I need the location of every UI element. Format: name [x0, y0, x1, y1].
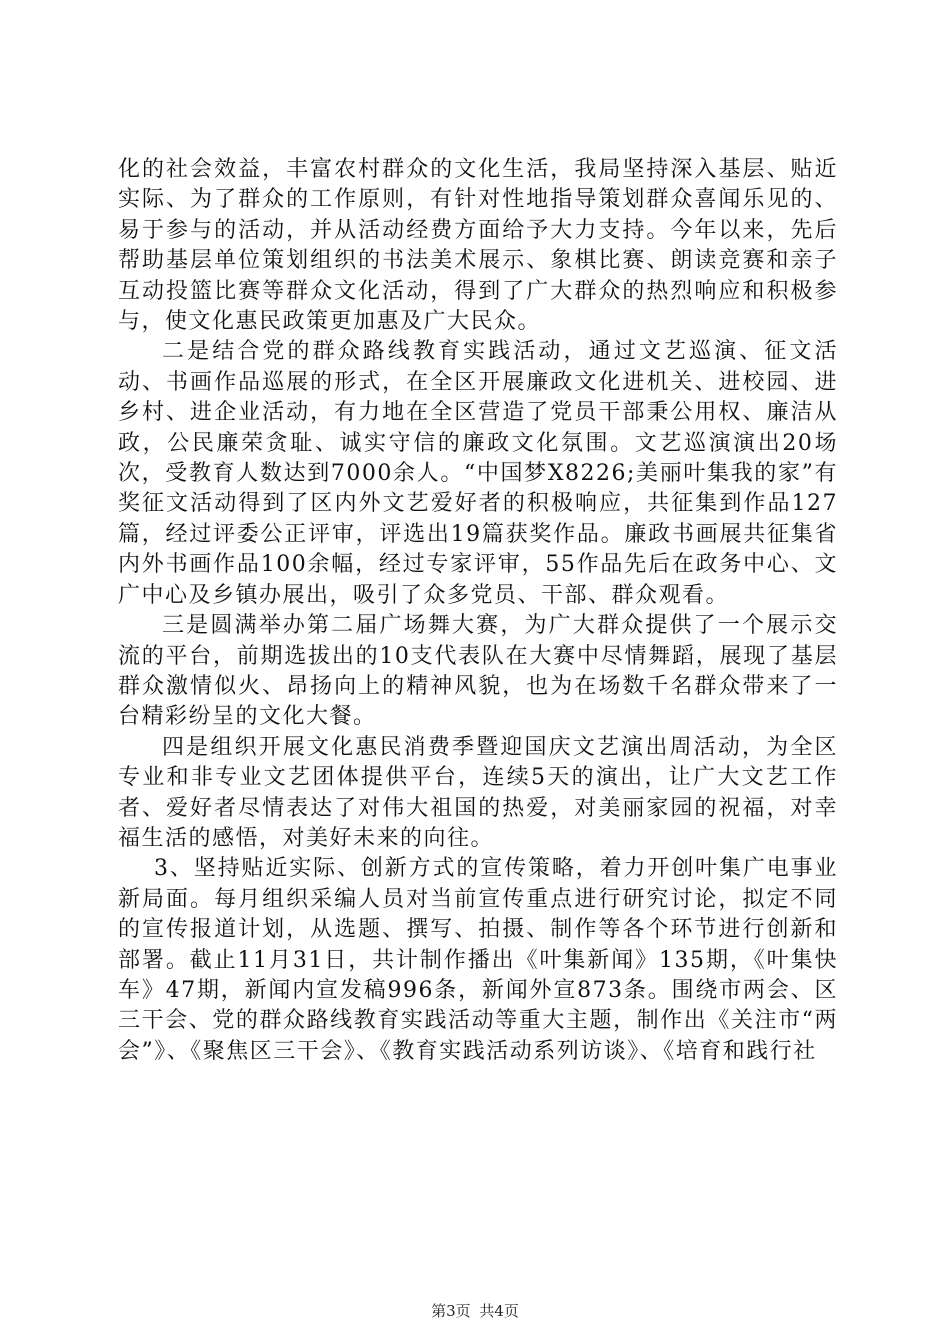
paragraph-item-four: 四是组织开展文化惠民消费季暨迎国庆文艺演出周活动，为全区专业和非专业文艺团体提供平台，连续5天的演出，让广大文艺工作者、爱好者尽情表达了对伟大祖国的热爱，对美丽家园的祝福，对幸福生活的感悟，对美好未来的向往。 — [118, 734, 838, 851]
paragraph-item-three: 三是圆满举办第二届广场舞大赛，为广大群众提供了一个展示交流的平台，前期选拔出的10支代表队在大赛中尽情舞蹈，展现了基层群众激情似火、昂扬向上的精神风貌，也为在场数千名群众带来了一台精彩纷呈的文化大餐。 — [118, 613, 838, 730]
page-number: 第3页 — [431, 1302, 471, 1320]
paragraph-item-two: 二是结合党的群众路线教育实践活动，通过文艺巡演、征文活动、书画作品巡展的形式，在全区开展廉政文化进机关、进校园、进乡村、进企业活动，有力地在全区营造了党员干部秉公用权、廉洁从政，公民廉荣贪耻、诚实守信的廉政文化氛围。文艺巡演演出20场次，受教育人数达到7000余人。“中国梦X8226;美丽叶集我的家”有奖征文活动得到了区内外文艺爱好者的积极响应，共征集到作品127篇，经过评委公正评审，评选出19篇获奖作品。廉政书画展共征集省内外书画作品100余幅，经过专家评审，55作品先后在政务中心、文广中心及乡镇办展出，吸引了众多党员、干部、群众观看。 — [118, 339, 838, 608]
page-footer — [0, 1300, 950, 1321]
document-body — [118, 155, 838, 1067]
paragraph-section-three: 3、坚持贴近实际、创新方式的宣传策略，着力开创叶集广电事业新局面。每月组织采编人员对当前宣传重点进行研究讨论，拟定不同的宣传报道计划，从选题、撰写、拍摄、制作等各个环节进行创新和部署。截止11月31日，共计制作播出《叶集新闻》135期，《叶集快车》47期，新闻内宣发稿996条，新闻外宣873条。围绕市两会、区三干会、党的群众路线教育实践活动等重大主题，制作出《关注市“两会”》、《聚焦区三干会》、《教育实践活动系列访谈》、《培育和践行社 — [118, 856, 838, 1064]
page-total: 共4页 — [479, 1302, 519, 1320]
paragraph-continuation: 化的社会效益，丰富农村群众的文化生活，我局坚持深入基层、贴近实际、为了群众的工作原则，有针对性地指导策划群众喜闻乐见的、易于参与的活动，并从活动经费方面给予大力支持。今年以来，先后帮助基层单位策划组织的书法美术展示、象棋比赛、朗读竞赛和亲子互动投篮比赛等群众文化活动，得到了广大群众的热烈响应和积极参与，使文化惠民政策更加惠及广大民众。 — [118, 157, 838, 335]
